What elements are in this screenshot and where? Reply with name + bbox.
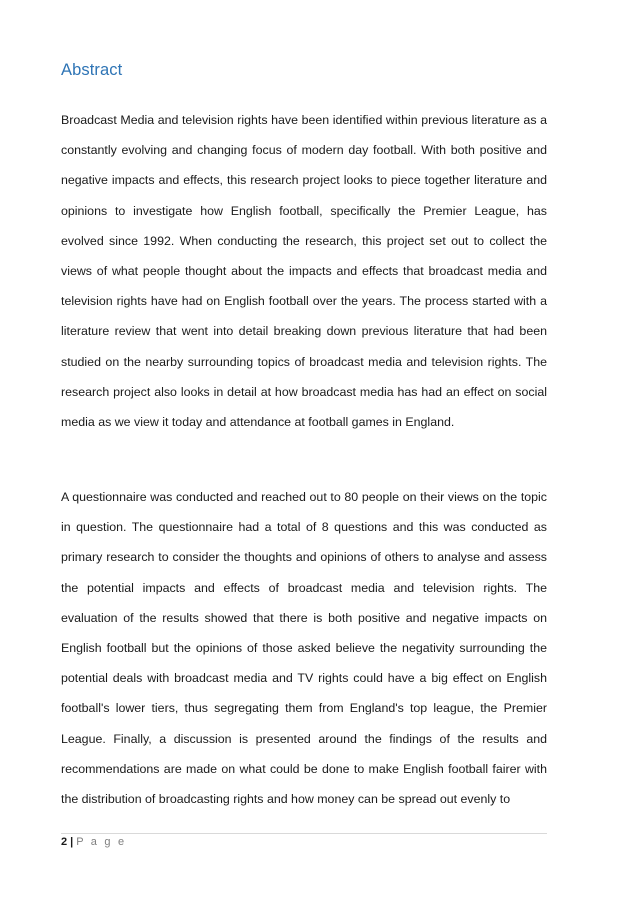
footer-separator: |	[70, 836, 74, 848]
abstract-paragraph-1: Broadcast Media and television rights have been identified within previous literature as a constantly evolving and changing focus of modern day football. With both positive and negative impacts and effects, this research project looks to piece together literature and opinions to investigate how English football, specifically the Premier League, has evolved since 1992. When conducting the research, this project set out to collect the views of what people thought about the impacts and effects that broadcast media and television rights have had on English football over the years. The process started with a literature review that went into detail breaking down previous literature that had been studied on the nearby surrounding topics of broadcast media and television rights. The research project also looks in detail at how broadcast media has had an effect on social media as we view it today and attendance at football games in England.	[61, 113, 547, 430]
abstract-paragraph-2: A questionnaire was conducted and reached out to 80 people on their views on the topic in question. The questionnaire had a total of 8 questions and this was conducted as primary research to consider the thoughts and opinions of others to analyse and assess the potential impacts and effects of broadcast media and television rights. The evaluation of the results showed that there is both positive and negative impacts on English football but the opinions of those asked believe the negativity surrounding the potential deals with broadcast media and TV rights could have a big effect on English football's lower tiers, thus segregating them from England's top league, the Premier League. Finally, a discussion is presented around the findings of the results and recommendations are made on what could be done to make English football fairer with the distribution of broadcasting rights and how money can be spread out evenly to	[61, 490, 547, 807]
page-label: P a g e	[76, 836, 127, 848]
page-footer	[61, 836, 126, 848]
footer-divider	[61, 833, 547, 834]
page-number: 2	[61, 836, 68, 848]
section-heading: Abstract	[61, 61, 123, 79]
